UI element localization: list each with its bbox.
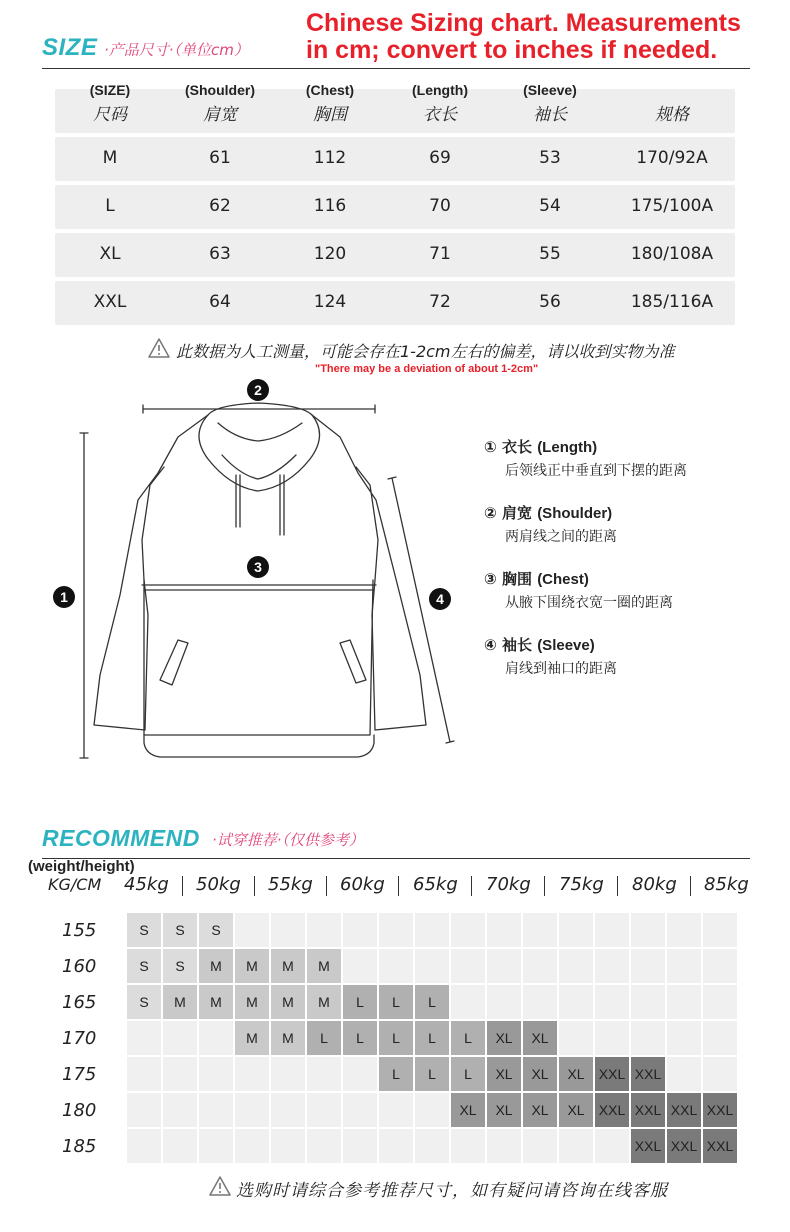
grid-cell xyxy=(199,1021,233,1055)
grid-cell-size: L xyxy=(415,1057,449,1091)
grid-cell-size: L xyxy=(307,1021,341,1055)
sizing-note-line1: Chinese Sizing chart. Measurements xyxy=(306,9,741,37)
weight-label: 65kg xyxy=(413,874,458,895)
grid-cell-size: XXL xyxy=(631,1057,665,1091)
grid-cell xyxy=(127,1093,161,1127)
marker-4-label: 4 xyxy=(436,591,444,607)
grid-cell xyxy=(523,913,557,947)
legend-title-cn: 衣长 xyxy=(501,438,532,456)
grid-cell-size: L xyxy=(379,1021,413,1055)
unit-label: KG/CM xyxy=(48,875,102,894)
grid-cell-size: M xyxy=(271,949,305,983)
grid-cell xyxy=(631,913,665,947)
table-cell: XXL xyxy=(93,292,127,312)
weight-label: 45kg xyxy=(124,874,169,895)
grid-cell-size: XL xyxy=(487,1093,521,1127)
grid-cell xyxy=(451,949,485,983)
grid-cell-size: XXL xyxy=(595,1057,629,1091)
grid-cell xyxy=(595,949,629,983)
grid-cell xyxy=(343,913,377,947)
grid-cell xyxy=(487,1129,521,1163)
grid-cell xyxy=(307,1129,341,1163)
legend-item-desc: 后领线正中垂直到下摆的距离 xyxy=(505,463,687,479)
table-cell: 70 xyxy=(429,196,451,216)
legend-num: ② xyxy=(484,504,497,522)
grid-cell-size: XXL xyxy=(667,1129,701,1163)
grid-cell-size: M xyxy=(307,949,341,983)
legend-item-title xyxy=(484,502,612,523)
marker-3-icon xyxy=(247,556,269,582)
weight-separator xyxy=(544,876,545,896)
grid-cell xyxy=(631,1021,665,1055)
grid-cell xyxy=(703,1057,737,1091)
weight-label: 75kg xyxy=(559,874,604,895)
table-cell: 170/92A xyxy=(636,148,708,168)
grid-cell-size: XL xyxy=(451,1093,485,1127)
warning-icon xyxy=(148,338,170,362)
weight-label: 80kg xyxy=(632,874,677,895)
marker-2-icon xyxy=(247,379,269,405)
column-header-en: (SIZE) xyxy=(89,82,131,98)
grid-cell xyxy=(271,1057,305,1091)
grid-cell-size: XXL xyxy=(595,1093,629,1127)
legend-title-cn: 胸围 xyxy=(501,570,532,588)
legend-item-title xyxy=(484,634,595,655)
height-label: 160 xyxy=(62,956,97,977)
weight-label: 70kg xyxy=(486,874,531,895)
footer-note: 选购时请综合参考推荐尺寸，如有疑问请咨询在线客服 xyxy=(236,1181,668,1201)
weight-label: 85kg xyxy=(704,874,749,895)
grid-cell-size: L xyxy=(415,985,449,1019)
grid-cell xyxy=(703,985,737,1019)
column-header-cn: 衣长 xyxy=(423,105,457,125)
legend-item-desc: 两肩线之间的距离 xyxy=(505,529,617,545)
recommend-section-subtitle: ·试穿推荐·（仅供参考） xyxy=(212,831,365,849)
legend-num: ④ xyxy=(484,636,497,654)
grid-cell xyxy=(271,1093,305,1127)
grid-cell xyxy=(379,1129,413,1163)
grid-cell xyxy=(343,1057,377,1091)
column-header-en: (Length) xyxy=(412,82,468,98)
marker-3-label: 3 xyxy=(254,559,262,575)
grid-cell-size: XL xyxy=(559,1093,593,1127)
column-header-en: (Chest) xyxy=(305,82,355,98)
height-label: 175 xyxy=(62,1064,97,1085)
grid-cell xyxy=(487,985,521,1019)
grid-cell xyxy=(631,949,665,983)
divider xyxy=(42,68,750,69)
table-cell: 120 xyxy=(313,244,347,264)
table-cell: L xyxy=(105,196,115,216)
grid-cell xyxy=(523,1129,557,1163)
grid-cell-size: L xyxy=(379,985,413,1019)
grid-cell xyxy=(595,913,629,947)
weight-separator xyxy=(471,876,472,896)
grid-cell xyxy=(163,1093,197,1127)
grid-cell xyxy=(127,1057,161,1091)
grid-cell-size: M xyxy=(235,1021,269,1055)
size-section-subtitle: ·产品尺寸·（单位cm） xyxy=(104,41,249,59)
grid-cell xyxy=(523,949,557,983)
grid-cell-size: S xyxy=(199,913,233,947)
legend-item-title xyxy=(484,568,589,589)
weight-separator xyxy=(690,876,691,896)
grid-cell xyxy=(235,913,269,947)
table-cell: 185/116A xyxy=(630,292,714,312)
grid-cell xyxy=(127,1021,161,1055)
height-label: 165 xyxy=(62,992,97,1013)
grid-cell xyxy=(667,949,701,983)
grid-cell xyxy=(451,985,485,1019)
table-cell: 175/100A xyxy=(630,196,714,216)
grid-cell xyxy=(451,913,485,947)
height-label: 185 xyxy=(62,1136,97,1157)
grid-cell-size: L xyxy=(379,1057,413,1091)
grid-cell-size: L xyxy=(451,1057,485,1091)
grid-cell xyxy=(307,1057,341,1091)
column-header-cn: 规格 xyxy=(655,105,689,125)
grid-cell-size: S xyxy=(163,913,197,947)
grid-cell xyxy=(235,1093,269,1127)
grid-cell-size: M xyxy=(199,985,233,1019)
grid-cell xyxy=(595,1021,629,1055)
grid-cell xyxy=(559,1129,593,1163)
table-cell: M xyxy=(102,148,118,168)
grid-cell xyxy=(127,1129,161,1163)
table-cell: 180/108A xyxy=(630,244,714,264)
column-header-cn: 肩宽 xyxy=(203,105,237,125)
legend-title-en: (Shoulder) xyxy=(537,505,613,522)
grid-cell-size: M xyxy=(163,985,197,1019)
legend-title-en: (Length) xyxy=(537,439,598,456)
table-cell: 55 xyxy=(539,244,561,264)
grid-cell xyxy=(703,949,737,983)
grid-cell xyxy=(595,985,629,1019)
grid-cell xyxy=(271,913,305,947)
column-header-en: (Shoulder) xyxy=(185,82,255,98)
grid-cell xyxy=(595,1129,629,1163)
table-cell: 56 xyxy=(539,292,561,312)
legend-item-title xyxy=(484,436,597,457)
column-header-cn: 袖长 xyxy=(533,105,567,125)
weight-separator xyxy=(398,876,399,896)
axis-label: (weight/height) xyxy=(28,858,135,875)
grid-cell xyxy=(667,985,701,1019)
table-cell: 62 xyxy=(209,196,231,216)
grid-cell-size: M xyxy=(199,949,233,983)
grid-cell xyxy=(415,1129,449,1163)
grid-cell-size: XXL xyxy=(703,1093,737,1127)
grid-cell-size: M xyxy=(235,949,269,983)
table-cell: 69 xyxy=(429,148,451,168)
legend-item-desc: 肩线到袖口的距离 xyxy=(505,661,617,677)
grid-cell xyxy=(487,913,521,947)
grid-cell xyxy=(631,985,665,1019)
grid-cell-size: XXL xyxy=(631,1129,665,1163)
grid-cell-size: S xyxy=(127,985,161,1019)
grid-cell-size: S xyxy=(163,949,197,983)
grid-cell xyxy=(199,1129,233,1163)
height-label: 155 xyxy=(62,920,97,941)
weight-label: 60kg xyxy=(340,874,385,895)
grid-cell-size: M xyxy=(271,985,305,1019)
deviation-note-cn: 此数据为人工测量，可能会存在1-2cm左右的偏差，请以收到实物为准 xyxy=(176,342,675,361)
weight-label: 50kg xyxy=(196,874,241,895)
grid-cell-size: M xyxy=(271,1021,305,1055)
grid-cell xyxy=(235,1129,269,1163)
column-header-cn: 胸围 xyxy=(313,105,347,125)
grid-cell-size: M xyxy=(307,985,341,1019)
height-label: 170 xyxy=(62,1028,97,1049)
size-section-title: SIZE xyxy=(42,34,98,61)
marker-4-icon xyxy=(429,588,451,614)
recommend-section-title: RECOMMEND xyxy=(42,825,200,851)
grid-cell-size: L xyxy=(343,1021,377,1055)
grid-cell xyxy=(415,949,449,983)
grid-cell xyxy=(343,949,377,983)
table-cell: 72 xyxy=(429,292,451,312)
grid-cell xyxy=(307,1093,341,1127)
grid-cell xyxy=(343,1129,377,1163)
grid-cell xyxy=(235,1057,269,1091)
legend-title-en: (Sleeve) xyxy=(537,637,595,654)
marker-1-icon xyxy=(53,586,75,612)
table-cell: 124 xyxy=(313,292,347,312)
grid-cell xyxy=(487,949,521,983)
grid-cell xyxy=(559,913,593,947)
grid-cell xyxy=(163,1129,197,1163)
grid-cell xyxy=(559,985,593,1019)
grid-cell xyxy=(703,1021,737,1055)
grid-cell xyxy=(199,1093,233,1127)
grid-cell xyxy=(703,913,737,947)
grid-cell xyxy=(271,1129,305,1163)
grid-cell xyxy=(343,1093,377,1127)
grid-cell-size: XXL xyxy=(631,1093,665,1127)
legend-num: ① xyxy=(484,438,497,456)
column-header-en: (Sleeve) xyxy=(523,82,577,98)
grid-cell-size: XXL xyxy=(703,1129,737,1163)
table-cell: 116 xyxy=(313,196,347,216)
table-cell: 54 xyxy=(539,196,561,216)
table-cell: 112 xyxy=(313,148,347,168)
grid-cell-size: XL xyxy=(523,1057,557,1091)
weight-label: 55kg xyxy=(268,874,313,895)
legend-num: ③ xyxy=(484,570,497,588)
grid-cell xyxy=(163,1057,197,1091)
legend-title-cn: 袖长 xyxy=(501,636,532,654)
grid-cell xyxy=(379,1093,413,1127)
legend-item-desc: 从腋下围绕衣宽一圈的距离 xyxy=(505,595,673,611)
table-cell: 61 xyxy=(209,148,231,168)
column-header-cn: 尺码 xyxy=(93,105,127,125)
grid-cell-size: XL xyxy=(487,1021,521,1055)
weight-separator xyxy=(254,876,255,896)
weight-separator xyxy=(182,876,183,896)
grid-cell-size: XL xyxy=(487,1057,521,1091)
deviation-note-en: "There may be a deviation of about 1-2cm" xyxy=(315,363,539,375)
weight-separator xyxy=(326,876,327,896)
grid-cell-size: S xyxy=(127,949,161,983)
grid-cell-size: M xyxy=(235,985,269,1019)
grid-cell xyxy=(559,949,593,983)
warning-icon xyxy=(209,1176,231,1200)
grid-cell xyxy=(667,913,701,947)
grid-cell-size: L xyxy=(451,1021,485,1055)
grid-cell-size: XXL xyxy=(667,1093,701,1127)
weight-separator xyxy=(617,876,618,896)
table-cell: XL xyxy=(99,244,121,264)
grid-cell-size: L xyxy=(343,985,377,1019)
grid-cell xyxy=(199,1057,233,1091)
grid-cell xyxy=(379,949,413,983)
grid-cell xyxy=(667,1057,701,1091)
grid-cell xyxy=(523,985,557,1019)
grid-cell xyxy=(163,1021,197,1055)
grid-cell xyxy=(559,1021,593,1055)
divider xyxy=(42,858,750,859)
grid-cell xyxy=(307,913,341,947)
height-label: 180 xyxy=(62,1100,97,1121)
table-cell: 71 xyxy=(429,244,451,264)
marker-2-label: 2 xyxy=(254,382,262,398)
grid-cell-size: XL xyxy=(523,1093,557,1127)
grid-cell xyxy=(379,913,413,947)
legend-title-en: (Chest) xyxy=(537,571,589,588)
grid-cell xyxy=(451,1129,485,1163)
table-cell: 64 xyxy=(209,292,231,312)
grid-cell-size: L xyxy=(415,1021,449,1055)
grid-cell xyxy=(415,913,449,947)
sizing-note-line2: in cm; convert to inches if needed. xyxy=(306,36,718,64)
table-cell: 63 xyxy=(209,244,231,264)
grid-cell-size: XL xyxy=(523,1021,557,1055)
grid-cell-size: XL xyxy=(559,1057,593,1091)
legend-title-cn: 肩宽 xyxy=(501,504,532,522)
grid-cell xyxy=(415,1093,449,1127)
marker-1-label: 1 xyxy=(60,589,68,605)
grid-cell-size: S xyxy=(127,913,161,947)
table-cell: 53 xyxy=(539,148,561,168)
grid-cell xyxy=(667,1021,701,1055)
